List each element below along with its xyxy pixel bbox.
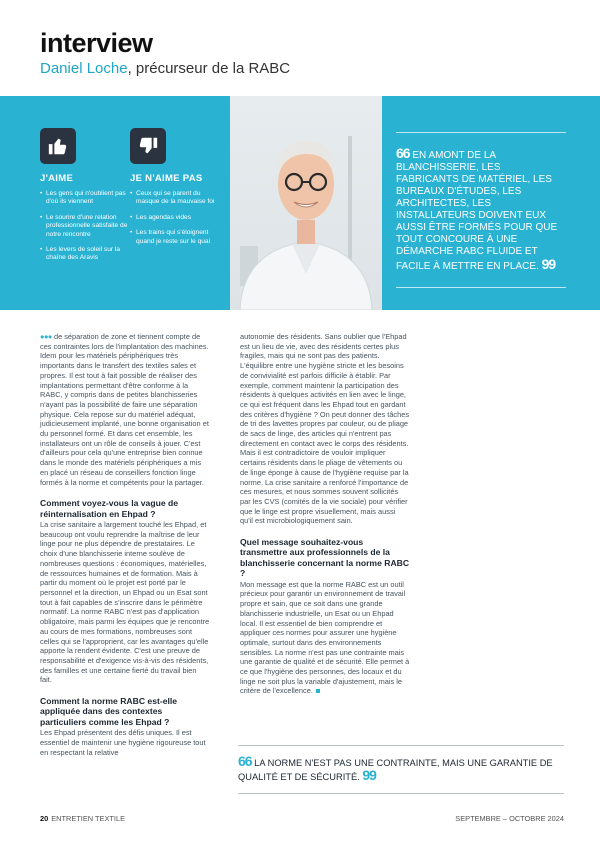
pull-quote — [238, 745, 564, 794]
list-item: • Les agendas vides — [130, 214, 220, 222]
question-heading: Comment voyez-vous la vague de réinternalisation en Ehpad ? — [40, 498, 179, 519]
list-item: • Ceux qui se parent du masque de la mauvaise foi — [130, 190, 220, 207]
interviewee-role: , précurseur de la RABC — [127, 60, 291, 77]
list-item: • Les levers de soleil sur la chaîne des Aravis — [40, 246, 130, 263]
interviewee-name: Daniel Loche — [40, 60, 128, 77]
pull-quote-text: LA NORME N'EST PAS UNE CONTRAINTE, MAIS UNE GARANTIE DE QUALITÉ ET DE SÉCURITÉ. — [238, 758, 553, 782]
portrait-photo — [230, 96, 382, 310]
thumbs-up-icon — [40, 128, 76, 164]
quote-rule-top — [396, 132, 566, 133]
article-column-right — [240, 332, 562, 696]
dislikes-list — [130, 190, 220, 246]
profile-band — [0, 96, 600, 310]
article-title: interview — [40, 28, 153, 58]
article-paragraph: de séparation de zone et tiennent compte de ces contraintes lors de l'implantation des machines. Idem pour les matériels périphériques très importants dans le transfert des textiles sales et propres. Il est tout à fait possible de réaliser des implantations permettant d'être conforme à la RABC, y compris dans de petites blanchisseries n'ayant pas la possibilité de faire une séparation physique. Cela repose sur du matériel adéquat, judicieusement implanté, une bonne organisation et du personnel formé. Et dans cet ensemble, les installateurs ont un rôle de conseils à jouer. C'est d'ailleurs pour cela qu'une entreprise bien connue dans le monde des matériels périphériques a mis en placé un réseau de conseillers fonction linge formés à la norme et compétents pour la partager. — [40, 332, 209, 487]
question-heading: Quel message souhaitez-vous transmettre aux professionnels de la blanchisserie concernant la norme RABC ? — [240, 537, 410, 579]
list-item: • Les trains qui s'éloignent quand je reste sur le quai — [130, 229, 220, 246]
thumbs-down-icon — [130, 128, 166, 164]
open-quote-icon: 66 — [396, 145, 410, 161]
page-number: 20 — [40, 814, 49, 823]
issue-date: SEPTEMBRE – OCTOBRE 2024 — [455, 814, 564, 823]
dislikes-panel — [130, 128, 220, 253]
likes-panel — [40, 128, 130, 270]
pull-rule-top — [238, 745, 564, 746]
quote-rule-bottom — [396, 287, 566, 288]
list-item: • Les gens qui n'oublient pas d'où ils viennent — [40, 190, 130, 207]
article-column-left — [40, 332, 210, 757]
end-mark-icon — [316, 689, 320, 693]
article-paragraph: Les Ehpad présentent des défis uniques. Il est essentiel de maintenir une hygiène rigoureuse tout en respectant la relative — [40, 728, 206, 757]
question-heading: Comment la norme RABC est-elle appliquée dans des contextes particuliers comme les Ehpad ? — [40, 696, 178, 727]
article-paragraph: autonomie des résidents. Sans oublier que l'Ehpad est un lieu de vie, avec des résidents certes plus fragiles, mais qui ne sont pas des patients. L'équilibre entre une hygiène stricte et les besoins de convivialité est parfois difficile à établir. Par exemple, comment maintenir la participation des résidents à quelques activités en lien avec le linge, ce qui est fréquent dans les Ehpad tout en gardant des critères d'hygiène ? On peut donner des tâches de tri des lavettes propres par couleur, ou de pliage de sacs de linge, des articles qui n'entrent pas directement en contact avec le corps des résidents. Mais il est contradictoire de vouloir impliquer certains résidents dans le pliage de vêtements ou de linge éponge à cause de l'hygiène requise par la norme. La crise sanitaire a renforcé l'importance de ces mesures, et nous sommes souvent sollicités par les CVS (comités de la vie sociale) pour vérifier que le linge est propre visuellement, mais aussi qu'il est microbiologiquement sain. — [240, 332, 410, 526]
article-paragraph: Mon message est que la norme RABC est un outil précieux pour garantir un environnement de travail propre et sain, que ce soit dans une grande blanchisserie industrielle, un Esat ou un Ehpad local. Il est essentiel de bien comprendre et appliquer ces normes pour assurer une hygiène optimale, surtout dans des environnements sensibles. La norme n'est pas une contrainte mais une garantie de qualité et de sécurité. Elle permet à ce que l'hygiène des personnes, des locaux et du linge ne soit plus la variable d'ajustement, mais le critère de l'excellence. — [240, 579, 410, 696]
featured-quote-text: EN AMONT DE LA BLANCHISSERIE, LES FABRICANTS DE MATÉRIEL, LES BUREAUX D'ÉTUDES, LES ARCHITECTES, LES INSTALLATEURS DOIVENT EUX AUSSI ÊTRE FORMÉS POUR QUE TOUT CONCOURE À UNE DÉMARCHE RABC FLUIDE ET FACILE À METTRE EN PLACE. — [396, 150, 558, 272]
list-item: • Le sourire d'une relation professionnelle satisfaite de notre rencontre — [40, 214, 130, 239]
magazine-name: ENTRETIEN TEXTILE — [51, 814, 126, 823]
pull-rule-bottom — [238, 793, 564, 794]
article-subtitle — [40, 60, 290, 77]
continuation-dots: ●●● — [40, 332, 52, 341]
dislikes-heading: JE N'AIME PAS — [130, 173, 203, 184]
page-footer — [40, 814, 564, 823]
article-paragraph: La crise sanitaire a largement touché les Ehpad, et beaucoup ont voulu reprendre la maîtrise de leur linge pour ne plus dépendre de prestataires. Le choix d'une blanchisserie interne soulève de nombreuses questions : économiques, matérielles, de ressources humaines et de formation. Mais à partir du moment où le projet est porté par le personnel et la direction, un Ehpad ou un Esat sont tout à fait capables de s'inscrire dans le périmètre normatif. La norme RABC n'est pas d'application obligatoire, mais parmi les équipes que je rencontre au cours de mes formations, nombreuses sont celles qui se l'approprient, car les avantages qu'elle apporte la rendent évidente. C'est une preuve de responsabilité et d'exigence vis-à-vis des résidents, des familles et une certaine fierté du travail bien fait. — [40, 520, 210, 685]
close-quote-icon: 99 — [362, 766, 376, 783]
featured-quote — [396, 132, 566, 288]
open-quote-icon: 66 — [238, 753, 252, 769]
likes-list — [40, 190, 130, 263]
likes-heading: J'AIME — [40, 173, 74, 184]
close-quote-icon: 99 — [541, 256, 556, 272]
